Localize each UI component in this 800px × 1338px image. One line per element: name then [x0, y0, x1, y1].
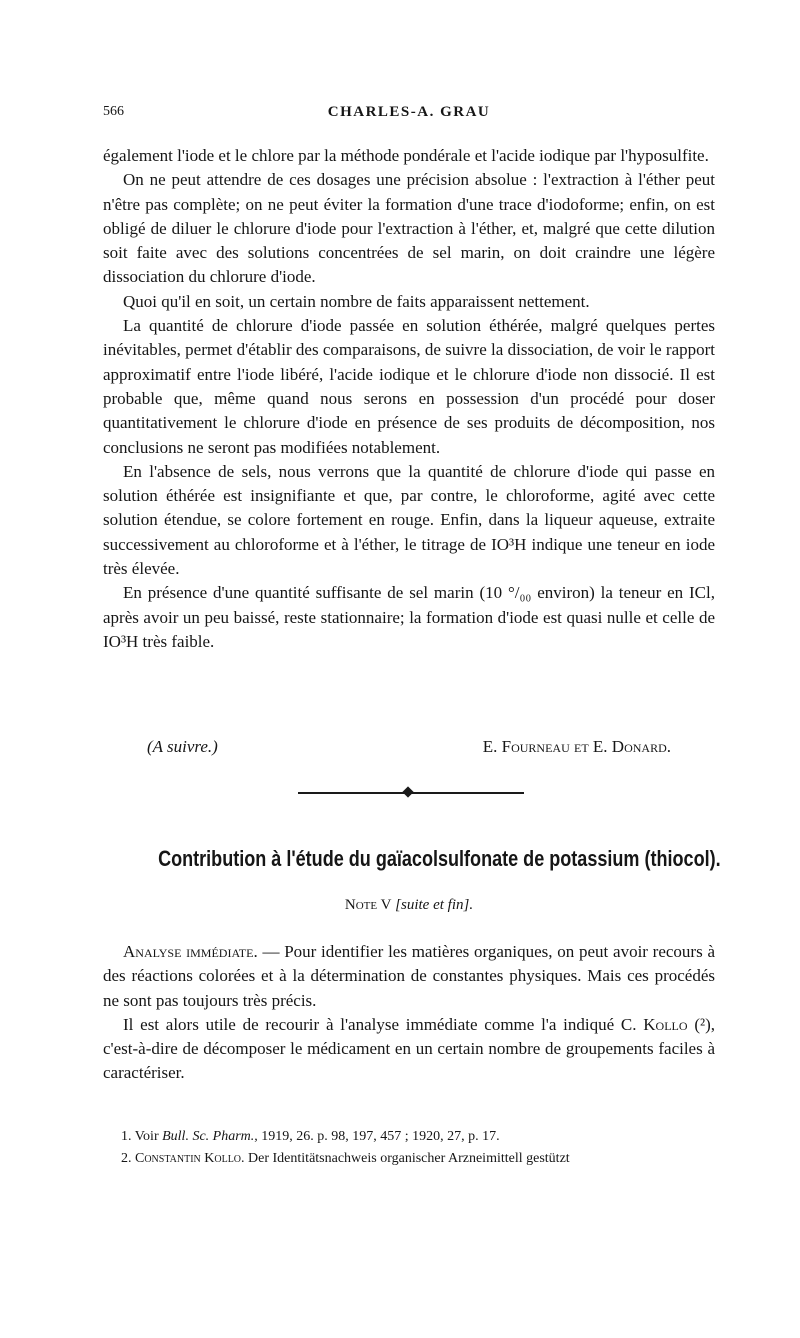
paragraph	[103, 940, 715, 1013]
paragraph-text: environ) la teneur en ICl, après avoir un peu baissé, reste stationnaire; la formation d'iode est quasi nulle et celle de IO³H très faible.	[103, 583, 715, 651]
paragraph: Quoi qu'il en soit, un certain nombre de faits apparaissent nettement.	[123, 291, 590, 311]
paragraph-text: En présence d'une quantité suffisante de sel marin (10	[123, 583, 508, 603]
article-signature	[147, 737, 671, 763]
paragraph	[103, 581, 715, 654]
footnote-number: 2.	[121, 1151, 132, 1166]
to-be-continued: (A suivre.)	[147, 737, 218, 756]
footnote-text: , 1919, 26. p. 98, 197, 457 ; 1920, 27, p. 17.	[254, 1129, 500, 1144]
section-separator	[298, 787, 524, 799]
footnote-1	[103, 1126, 715, 1148]
footnote-text: Voir	[131, 1129, 163, 1144]
footnote-ref: (²)	[694, 1014, 711, 1034]
paragraph: On ne peut attendre de ces dosages une précision absolue : l'extraction à l'éther peut n'être pas complète; on ne peut éviter la formation d'une trace d'iodoforme; enfin, on est obligé de diluer le chlorure d'iode pour l'extraction à l'éther, et, malgré que cette dilution soit faite avec des solutions concentrées de sel marin, on doit craindre une légère dissociation du chlorure d'iode.	[103, 170, 715, 287]
page-number: 566	[103, 104, 124, 119]
article-body-continued	[103, 144, 715, 654]
paragraph: En l'absence de sels, nous verrons que la quantité de chlorure d'iode qui passe en solution éthérée est insignifiante et que, par contre, le chloroforme, agité avec cette solution étendue, se colore fortement en rouge. Enfin, dans la liqueur aqueuse, extraite successivement au chloroforme et à l'éther, le titrage de IO³H indique une teneur en iode très élevée.	[103, 461, 715, 579]
running-head: CHARLES-A. GRAU	[327, 104, 491, 120]
paragraph: également l'iode et le chlore par la méthode pondérale et l'acide iodique par l'hyposulfite.	[103, 146, 709, 165]
footnote-text: Der Identitätsnachweis organischer Arzneimittell gestützt	[244, 1151, 570, 1166]
footnote-2	[103, 1148, 715, 1170]
note-subtitle	[103, 897, 715, 914]
note-label: Note V	[344, 897, 392, 913]
footnote-number: 1.	[121, 1129, 132, 1144]
cited-author: Kollo	[643, 1014, 688, 1034]
footnotes	[103, 1126, 715, 1170]
paragraph-text: — Pour identifier les matières organiques, on peut avoir recours à des réactions colorées et à la détermination de constantes physiques. Mais ces procédés ne sont pas toujours très précis.	[103, 942, 715, 1010]
note-sub: [suite et fin].	[395, 897, 474, 913]
per-mille-unit: °/₀₀	[507, 583, 532, 603]
section-heading: Analyse immédiate.	[123, 942, 258, 961]
article-body-new	[103, 940, 715, 1086]
journal-name: Bull. Sc. Pharm.	[162, 1129, 255, 1144]
article-title: Contribution à l'étude du gaïacolsulfonate de potassium (thiocol).	[158, 846, 721, 871]
authors: E. Fourneau et E. Donard.	[482, 737, 671, 756]
paragraph-text: Il est alors utile de recourir à l'analyse immédiate comme l'a indiqué C.	[123, 1014, 644, 1034]
paragraph-text: , c'est-à-dire de décomposer le médicament en un certain nombre de groupements faciles à caractériser.	[103, 1014, 715, 1083]
page-header	[103, 104, 715, 128]
footnote-author: Constantin Kollo.	[135, 1151, 245, 1166]
paragraph: La quantité de chlorure d'iode passée en solution éthérée, malgré quelques pertes inévitables, permet d'établir des comparaisons, de suivre la dissociation, de voir le rapport approximatif entre l'iode libéré, l'acide iodique et le chlorure d'iode non dissocié. Il est probable que, même quand nous serons en possession d'un procédé pour doser quantitativement le chlorure d'iode en présence de ses produits de décomposition, nos conclusions ne seront pas modifiées notablement.	[103, 316, 715, 457]
paragraph	[103, 1013, 715, 1086]
separator-diamond-icon	[402, 786, 413, 797]
